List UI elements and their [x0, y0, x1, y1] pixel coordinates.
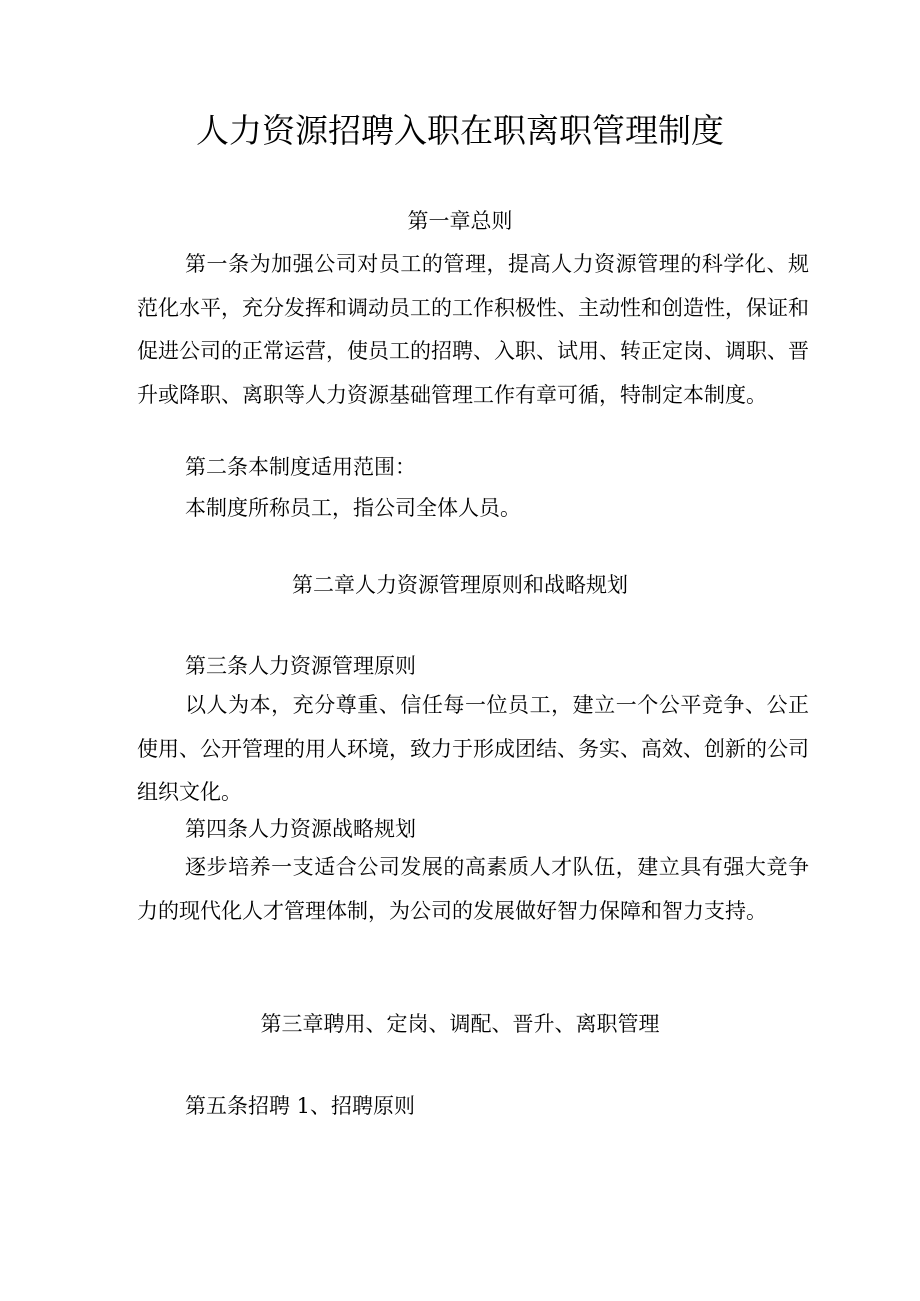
article-3-paragraph: 以人为本，充分尊重、信任每一位员工，建立一个公平竞争、公正使用、公开管理的用人环境，致力于形成团结、务实、高效、创新的公司组织文化。 — [137, 693, 809, 804]
article-2-title: 第二条本制度适用范围： — [185, 455, 416, 479]
document-title: 人力资源招聘入职在职离职管理制度 — [196, 111, 724, 150]
article-5-title: 第五条招聘 1、招聘原则 — [185, 1094, 416, 1118]
article-3-title: 第三条人力资源管理原则 — [185, 654, 416, 678]
article-1-paragraph: 第一条为加强公司对员工的管理，提高人力资源管理的科学化、规范化水平，充分发挥和调动员工的工作积极性、主动性和创造性，保证和促进公司的正常运营，使员工的招聘、入职、试用、转正定岗、调职、晋升或降职、离职等人力资源基础管理工作有章可循，特制定本制度。 — [137, 252, 809, 407]
article-4-title: 第四条人力资源战略规划 — [185, 817, 416, 841]
article-4-paragraph: 逐步培养一支适合公司发展的高素质人才队伍，建立具有强大竞争力的现代化人才管理体制，为公司的发展做好智力保障和智力支持。 — [137, 855, 809, 923]
chapter-1-heading: 第一章总则 — [407, 209, 513, 233]
chapter-2-heading: 第二章人力资源管理原则和战略规划 — [292, 573, 628, 597]
chapter-3-heading: 第三章聘用、定岗、调配、晋升、离职管理 — [260, 1012, 660, 1036]
article-2-body: 本制度所称员工，指公司全体人员。 — [185, 496, 521, 520]
